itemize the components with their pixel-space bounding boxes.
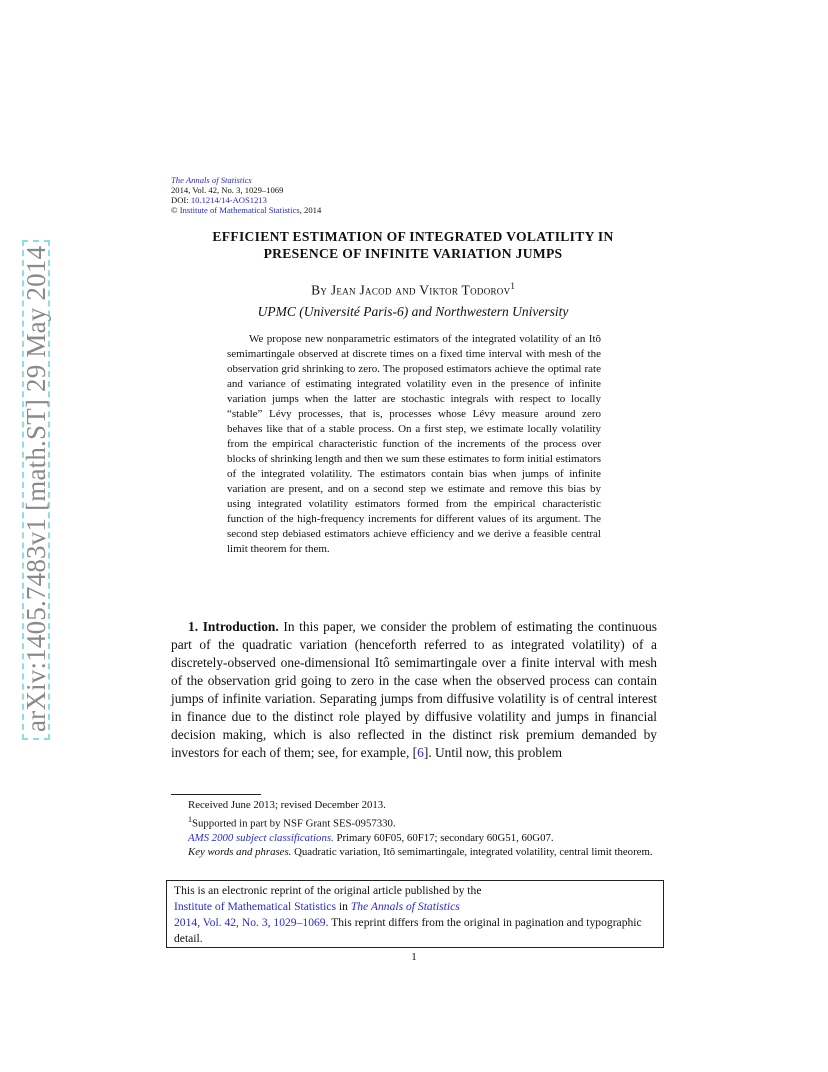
author-line xyxy=(171,278,655,299)
doi-line: DOI: 10.1214/14-AOS1213 xyxy=(171,195,267,205)
reprint-journal-link[interactable]: The Annals of Statistics xyxy=(350,900,460,913)
journal-link[interactable]: The Annals of Statistics xyxy=(171,175,252,185)
footnote-rule xyxy=(171,794,261,795)
author-names: By Jean Jacod and Viktor Todorov xyxy=(311,282,511,298)
received-note: Received June 2013; revised December 2013. xyxy=(188,799,386,811)
footnotes xyxy=(171,798,657,860)
ams-classification: AMS 2000 subject classifications. Primary 60F05, 60F17; secondary 60G51, 60G07. xyxy=(188,831,554,844)
arxiv-stamp xyxy=(22,240,50,740)
page-number: 1 xyxy=(411,951,417,963)
paper-title: EFFICIENT ESTIMATION OF INTEGRATED VOLATILITY IN PRESENCE OF INFINITE VARIATION JUMPS xyxy=(212,229,614,261)
reprint-citation-link[interactable]: 2014, Vol. 42, No. 3, 1029–1069 xyxy=(174,916,326,929)
institute-link[interactable]: Institute of Mathematical Statistics xyxy=(179,205,300,215)
author-footnote-mark: 1 xyxy=(510,281,515,291)
arxiv-identifier: arXiv:1405.7483v1 [math.ST] 29 May 2014 xyxy=(22,240,50,740)
ams-link[interactable]: AMS 2000 subject classifications. xyxy=(188,831,334,844)
copyright-line: © Institute of Mathematical Statistics, 2014 xyxy=(171,205,322,215)
doi-link[interactable]: 10.1214/14-AOS1213 xyxy=(190,195,267,205)
volume-line: 2014, Vol. 42, No. 3, 1029–1069 xyxy=(171,185,284,195)
introduction-paragraph: 1. Introduction. In this paper, we consider the problem of estimating the continuous part of the quadratic variation (henceforth referred to as integrated volatility) of a discretely-observed one-dimensional Itô semimartingale over a finite interval with mesh of the observation grid going to zero in the case when the observed process can contain jumps of infinite variation. Separating jumps from diffusive volatility is of central interest in finance due to the distinct role played by diffusive volatility and jumps in financial decision making, which is also reflected in the distinct risk premium demanded by investors for each of them; see, for example, [6]. Until now, this problem xyxy=(171,619,657,760)
citation-link[interactable]: 6 xyxy=(417,745,424,760)
section-heading: 1. Introduction. xyxy=(188,619,279,634)
keywords: Key words and phrases. Quadratic variation, Itô semimartingale, integrated volatility, central limit theorem. xyxy=(188,846,653,859)
reprint-notice: This is an electronic reprint of the original article published by the Institute of Mathematical Statistics in The Annals of Statistics 2014, Vol. 42, No. 3, 1029–1069. This reprint differs from the original in pagination and typographic detail. xyxy=(166,880,664,948)
copyright-icon: © xyxy=(171,205,178,215)
abstract: We propose new nonparametric estimators of the integrated volatility of an Itô semimartingale observed at discrete times on a fixed time interval with mesh of the observation grid shrinking to zero. The proposed estimators achieve the optimal rate and variance of estimating integrated volatility even in the presence of infinite variation jumps when the latter are stochastic integrals with respect to locally “stable” Lévy processes, that is, processes whose Lévy measure around zero behaves like that of a stable process. On a first step, we estimate locally volatility from the empirical characteristic function of the increments of the process over blocks of shrinking length and then we sum these estimates to form initial estimators of the integrated volatility. The estimators contain bias when jumps of infinite variation are present, and on a second step we estimate and remove this bias by using integrated volatility estimators formed from the empirical characteristic function of the high-frequency increments for different values of its argument. The second step debiased estimators achieve efficiency and we derive a feasible central limit theorem for them. xyxy=(227,333,601,555)
support-note: $^1$Supported in part by NSF Grant SES-0957330. xyxy=(188,814,396,830)
journal-header xyxy=(171,175,491,215)
affiliation: UPMC (Université Paris-6) and Northwestern University xyxy=(257,304,569,319)
reprint-institute-link[interactable]: Institute of Mathematical Statistics xyxy=(174,900,336,913)
